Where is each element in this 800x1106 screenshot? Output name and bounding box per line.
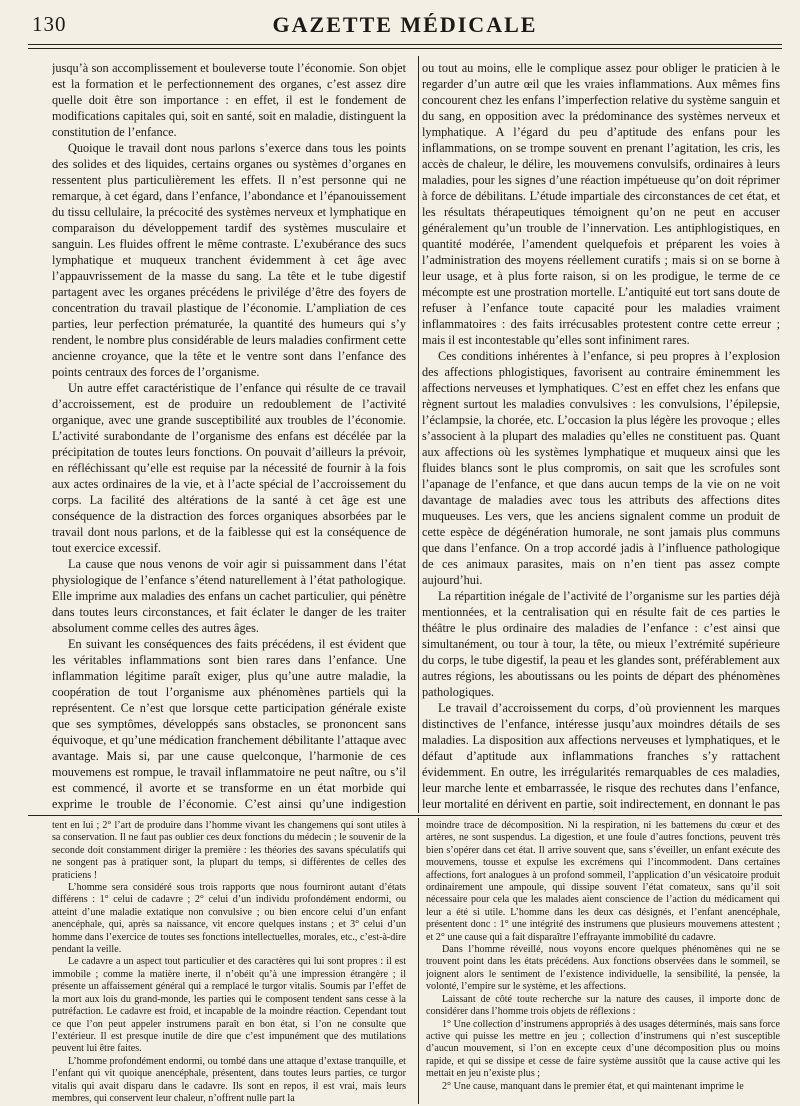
page-title: GAZETTE MÉDICALE (272, 12, 538, 37)
paragraph: Quoique le travail dont nous parlons s’exerce dans tous les points des solides et des liquides, certains organes ou systèmes d’organes en ressentent plus particulièrement les effets. Il n’est personne qui ne remarque, à cet égard, dans l’enfance, l’abondance et l’épanouissement du tissu cellulaire, la précocité des systèmes nerveux et lymphatique en comparaison du développement tardif des systèmes musculaire et sanguin. Les fluides offrent le même contraste. L’exubérance des sucs lymphatique et muqueux tranchent évidemment à cet âge avec l’appauvrissement de la masse du sang. La tête et le tube digestif partagent avec les organes précédens le privilége d’être des foyers de concentration du travail plastique de l’économie. L’ampliation de ces parties, leur perfection prématurée, la quantité des humeurs qui s’y rendent, le nombre plus considérable de leurs maladies confirment cette ancienne croyance, que la tête et le ventre sont dans l’enfance des points centraux des forces de l’organisme. (52, 141, 406, 379)
upper-column-divider (418, 56, 419, 813)
paragraph: La cause que nous venons de voir agir si puissamment dans l’état physiologique de l’enfance s’étend naturellement à l’état pathologique. Elle imprime aux maladies des enfans un cachet particulier, qui pénètre dans toutes leurs circonstances, et fait éclater le danger de les traiter absolument comme celles des autres âges. (52, 557, 406, 635)
upper-right-column (422, 60, 780, 812)
paragraph: Le cadavre a un aspect tout particulier et des caractères qui lui sont propres : il est immobile ; comme la matière inerte, il n’obéit qu’à une impression étrangère ; il présente un affaissement général qui a remplacé le turgor vitalis. Soumis par l’effet de la mort aux lois du grand-monde, les parties qui le composent tendent sans cesse à la putréfaction. Le cadavre est froid, et incapable de la moindre réaction. Cependant tout ce que l’on peut appeler instrumens paraît en bon état, si l’on ne consulte que l’extérieur. Il est presque inutile de dire que c’est impunément que des mutilations peuvent lui être faites. (52, 956, 406, 1055)
paragraph: En suivant les conséquences des faits précédens, il est évident que les véritables inflammations sont bien rares dans l’enfance. Une inflammation légitime paraît exiger, plus qu’une autre maladie, la coopération de tout l’organisme aux phénomènes partiels qui la représentent. Ce n’est que lorsque cette participation générale existe que ses symptômes, développés sans obstacles, se prononcent sans équivoque, et qu’une médication franchement débilitante l’attaque avec avantage. Mais si, par une cause quelconque, l’harmonie de ces mouvemens est rompue, le travail inflammatoire ne peut naître, ou s’il est commencé, il avorte et se transforme en un état morbide qui exprime le trouble de l’économie. C’est ainsi qu’une indigestion (52, 637, 406, 811)
paragraph: 1° Une collection d’instrumens appropriés à des usages déterminés, mais sans force active qui puisse les mettre en jeu ; collection d’instrumens qui n’est susceptible d’aucun mouvement, si l’on en excepte ceux d’une décomposition plus ou moins rapide, et qui se dissipe et cesse de faire système aussitôt que la cause active qui les mettait en jeu n’existe plus ; (426, 1018, 780, 1080)
paragraph: 2° Une cause, manquant dans le premier état, et qui maintenant imprime le (442, 1080, 744, 1092)
section-rule (28, 815, 782, 816)
lower-left-column (52, 820, 406, 1104)
paragraph: Le travail d’accroissement du corps, d’où proviennent les marques distinctives de l’enfance, intéresse jusqu’aux moindres détails de ses maladies. La disposition aux affections nerveuses et lymphatiques, et le défaut d’aptitude aux inflammations franches s’y rattachent évidemment. En outre, les irrégularités remarquables de ces maladies, leur marche lente et embarrassée, le risque des rechutes dans l’enfance, leur mortalité en dérivent en partie, soit indirectement, en donnant le pas (422, 701, 780, 811)
header-rule-thin (28, 48, 782, 49)
paragraph: moindre trace de décomposition. Ni la respiration, ni les battemens du cœur et des artères, ne sont suspendus. La digestion, et une foule d’autres fonctions, peuvent très bien s’opérer dans cet état. Il arrive souvent que, sans s’éveiller, un enfant exécute des mouvemens, tousse et expulse les excrémens qui l’incommodent. Dans certaines affections, fort analogues à un profond sommeil, l’application d’un vésicatoire produit ordinairement une ampoule, qui dissipe souvent l’état comateux, sans qu’il soit nécessaire pour cela que les malades aient conscience de l’action du médicament qui leur a été si utile. L’homme dans les deux cas désignés, et l’enfant anencéphale, présentent donc : 1° une intégrité des instrumens que plusieurs mouvemens attestent ; et 2° une cause qui a fait disparaître l’effrayante immobilité du cadavre. (426, 820, 780, 943)
paragraph: tent en lui ; 2° l’art de produire dans l’homme vivant les changemens qui sont utiles à sa conservation. Il ne faut pas oublier ces deux fonctions du médecin ; le souvenir de la seconde doit constamment diriger la première : les théories des savans spéculatifs qui ne songent pas à pratiquer sont, la plupart du temps, si différentes de celles des praticiens ! (52, 820, 406, 881)
paragraph: La répartition inégale de l’activité de l’organisme sur les parties déjà mentionnées, et la centralisation qui en résulte fait de ces parties le théâtre le plus ordinaire des maladies de l’enfance : c’est ainsi que simultanément, ou tour à tour, la tête, ou mieux l’extrémité supérieure du corps, le tube digestif, la peau et les glandes sont, préférablement aux autres régions, les aboutissans ou les points de départ des phénomènes pathologiques. (422, 589, 780, 699)
paragraph: jusqu’à son accomplissement et bouleverse toute l’économie. Son objet est la formation et le perfectionnement des organes, c’est assez dire quelle doit être son importance : en effet, il est le fondement de modifications capitales qui, soit en santé, soit en maladie, distinguent la constitution de l’enfance. (52, 61, 406, 139)
page-header (28, 12, 782, 38)
paragraph: Un autre effet caractéristique de l’enfance qui résulte de ce travail d’accroissement, est de produire un redoublement de l’activité organique, avec une grande susceptibilité aux troubles de l’économie. L’activité surabondante de l’organisme des enfans est décélée par la précipitation de toutes leurs fonctions. On pouvait d’ailleurs la prévoir, en réfléchissant qu’elle est requise par la nécessité de fournir à la fois aux actes ordinaires de la vie, et à l’acte spécial de l’accroissement du corps. La facilité des altérations de la santé à cet âge est une conséquence de la distraction des forces organiques absorbées par le travail dont nous parlons, et de la faiblesse qui est la conséquence de tout exercice excessif. (52, 381, 406, 555)
paragraph: Laissant de côté toute recherche sur la nature des causes, il importe donc de considérer dans l’homme trois objets de réflexions : (426, 993, 780, 1018)
paragraph: ou tout au moins, elle le complique assez pour obliger le praticien à le regarder d’un autre œil que les vraies inflammations. Aux mêmes fins concourent chez les enfans l’imperfection relative du système sanguin et du sang, en opposition avec la prédominance des systèmes nerveux et lymphatique. A l’égard du peu d’aptitude des enfans pour les inflammations, on se trompe souvent en prenant l’agitation, les cris, les accès de chaleur, le délire, les mouvemens convulsifs, ordinaires à leurs maladies, pour les signes d’une réaction impétueuse qu’on doit réprimer à force de débilitans. L’étude impartiale des circonstances de cet état, et les résultats thérapeutiques témoignent qu’on ne peut en accuser généralement qu’un trouble de l’innervation. Les antiphlogistiques, en quantité modérée, l’amendent quelquefois et préparent les voies à l’administration des moyens réellement curatifs ; mais si on se borne à leur usage, et à plus forte raison, si on les prodigue, le terme de ce mécompte est une prostration mortelle. L’antiquité eut tort sans doute de refuser à l’enfance toute capacité pour les maladies vraiment inflammatoires : des faits irrécusables protestent contre cette erreur ; mais il est incontestable qu’elles sont infiniment rares. (422, 61, 780, 347)
upper-left-column (52, 60, 406, 812)
header-rule (28, 44, 782, 45)
paragraph: L’homme sera considéré sous trois rapports que nous fourniront autant d’états différens : 1° celui de cadavre ; 2° celui d’un individu profondément endormi, ou atteint d’une maladie extatique non convulsive ; ou bien encore celui d’un enfant anencéphale, qui, après sa naissance, vit encore quelques instans ; et 3° celui d’un homme dans l’exercice de toutes ses fonctions intellectuelles, morales, etc., c’est-à-dire pendant la veille. (52, 882, 406, 956)
page-number: 130 (32, 12, 67, 36)
paragraph: L’homme profondément endormi, ou tombé dans une attaque d’extase tranquille, et l’enfant qui vit quoique anencéphale, présentent, dans toutes leurs parties, ce turgor vitalis qui avait disparu dans le cadavre. Ils sont en repos, il est vrai, mais leurs membres, qui conservent leur chaleur, n’offrent nulle part la (52, 1055, 406, 1104)
paragraph: Ces conditions inhérentes à l’enfance, si peu propres à l’explosion des affections phlogistiques, favorisent au contraire éminemment les affections nerveuses et lymphatiques. C’est en effet chez les enfans que règnent surtout les maladies convulsives : les convulsions, l’épilepsie, l’éclampsie, la chorée, etc. L’occasion la plus légère les provoque ; elles s’associent à la plupart des maladies qu’elles ne constituent pas. Quant aux affections où les systèmes lymphatique et muqueux ainsi que les fluides blancs sont le plus compromis, on sait que les scrofules sont l’apanage de l’enfance, et que dans aucun temps de la vie on ne voit davantage de maladies avec tous les attributs des affections dites muqueuses. Les vers, que les anciens signalent comme un produit de cette espèce de dégénération humorale, ne sont jamais plus communs que dans l’enfance. On a trop accordé jadis à l’influence pathologique de ces animaux parasites, mais on n’en tient pas assez compte aujourd’hui. (422, 349, 780, 587)
lower-column-divider (418, 818, 419, 1104)
lower-right-column (426, 820, 780, 1104)
paragraph: Dans l’homme réveillé, nous voyons encore quelques phénomènes qui ne se trouvent point dans les états précédens. Aux fonctions observées dans le sommeil, se joignent alors le sentiment de l’existence individuelle, la sensibilité, la pensée, la volonté, l’empire sur le système, et les affections. (426, 944, 780, 993)
